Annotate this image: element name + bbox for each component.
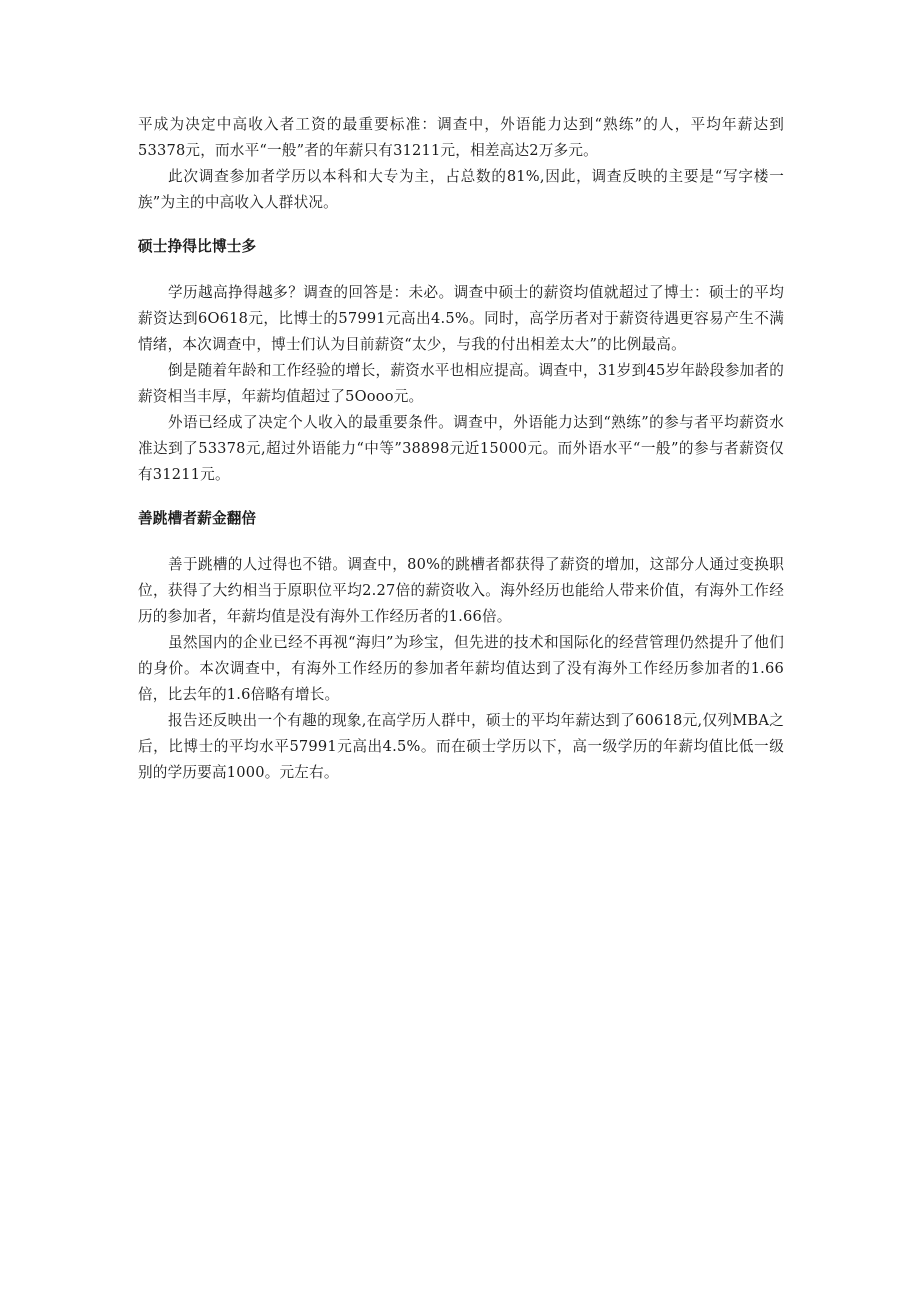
section1-paragraph-1: 学历越高挣得越多？调查的回答是：未必。调查中硕士的薪资均值就超过了博士：硕士的平均薪资达到6O618元，比博士的57991元高出4.5%。同时，高学历者对于薪资待遇更容易产生不满情绪，本次调查中，博士们认为目前薪资“太少，与我的付出相差太大”的比例最高。	[138, 284, 784, 353]
section2-paragraph-3: 报告还反映出一个有趣的现象,在高学历人群中，硕士的平均年薪达到了60618元,仅列MBA之后，比博士的平均水平57991元高出4.5%。而在硕士学历以下，高一级学历的年薪均值比低一级别的学历要高1000。元左右。	[138, 712, 784, 781]
section1-paragraph-3: 外语已经成了决定个人收入的最重要条件。调查中，外语能力达到“熟练”的参与者平均薪资水准达到了53378元,超过外语能力“中等”38898元近15000元。而外语水平“一般”的参与者薪资仅有31211元。	[138, 414, 784, 483]
section2-paragraph-1: 善于跳槽的人过得也不错。调查中，80%的跳槽者都获得了薪资的增加，这部分人通过变换职位，获得了大约相当于原职位平均2.27倍的薪资收入。海外经历也能给人带来价值，有海外工作经历的参加者，年薪均值是没有海外工作经历者的1.66倍。	[138, 556, 784, 625]
section1-paragraph-2: 倒是随着年龄和工作经验的增长，薪资水平也相应提高。调查中，31岁到45岁年龄段参加者的薪资相当丰厚，年薪均值超过了5Oooo元。	[138, 362, 784, 405]
section-heading-masters: 硕士挣得比博士多	[138, 238, 257, 255]
section-heading-job-hopping: 善跳槽者薪金翻倍	[138, 510, 257, 527]
spacer	[138, 260, 784, 280]
spacer	[138, 488, 784, 506]
spacer	[138, 532, 784, 552]
section2-paragraph-2: 虽然国内的企业已经不再视“海归”为珍宝，但先进的技术和国际化的经营管理仍然提升了他们的身价。本次调查中，有海外工作经历的参加者年薪均值达到了没有海外工作经历参加者的1.66倍，比去年的1.6倍略有增长。	[138, 634, 784, 703]
intro-paragraph-1: 平成为决定中高收入者工资的最重要标准：调查中，外语能力达到“熟练”的人，平均年薪达到53378元，而水平“一般”者的年薪只有31211元，相差高达2万多元。	[138, 116, 784, 159]
intro-paragraph-2: 此次调查参加者学历以本科和大专为主，占总数的81%,因此，调查反映的主要是“写字楼一族”为主的中高收入人群状况。	[138, 168, 784, 211]
article-body	[138, 112, 784, 786]
spacer	[138, 216, 784, 234]
